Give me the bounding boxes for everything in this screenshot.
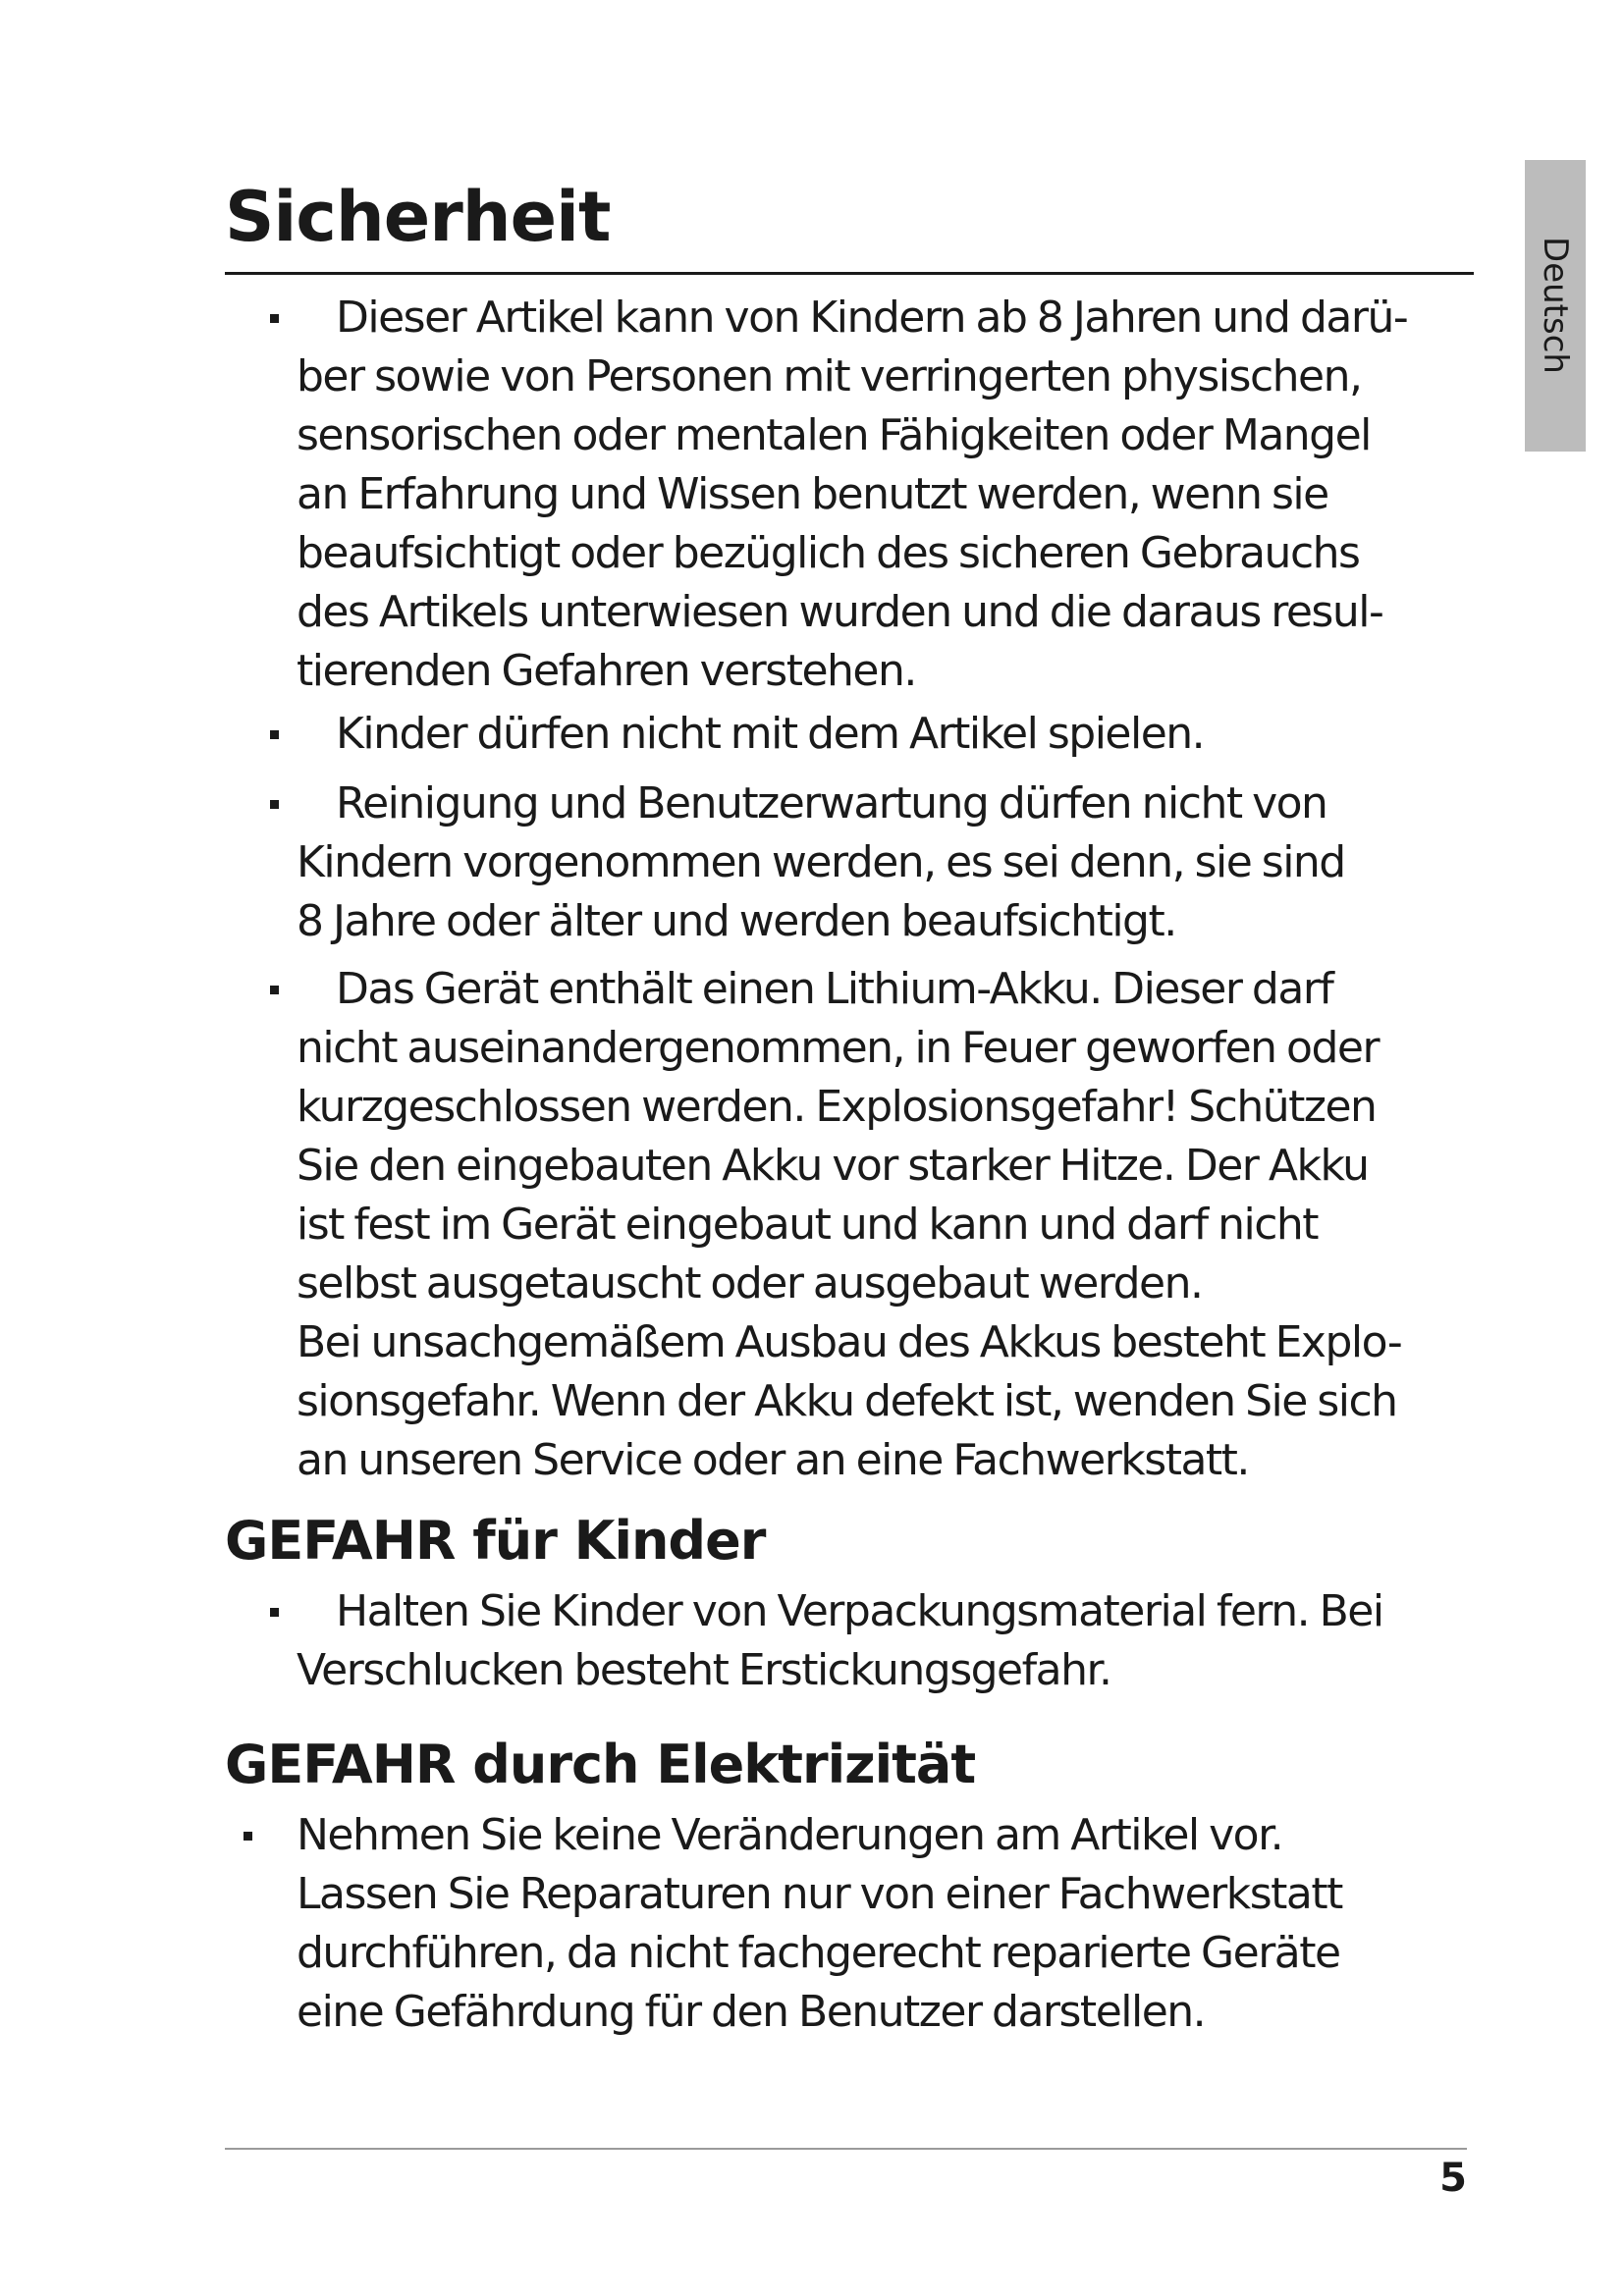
- bullet-line: Bei unsachgemäßem Ausbau des Akkus besteht Explo-: [297, 1317, 1402, 1367]
- bullet-line: Halten Sie Kinder von Verpackungsmaterial fern. Bei: [336, 1586, 1383, 1636]
- language-tab-label: Deutsch: [1536, 237, 1575, 374]
- bullet-line: Lassen Sie Reparaturen nur von einer Fachwerkstatt: [297, 1869, 1342, 1919]
- title-rule: [225, 272, 1474, 275]
- bullet-line: an Erfahrung und Wissen benutzt werden, wenn sie: [297, 469, 1328, 519]
- bullet-line: ber sowie von Personen mit verringerten physischen,: [297, 351, 1362, 401]
- bullet-marker: [270, 986, 279, 994]
- bullet-line: Kinder dürfen nicht mit dem Artikel spielen.: [336, 709, 1205, 759]
- safety-bullet-1: [297, 289, 1407, 701]
- bullet-line: Reinigung und Benutzerwartung dürfen nicht von: [336, 778, 1327, 828]
- bullet-line: an unseren Service oder an eine Fachwerkstatt.: [297, 1435, 1249, 1485]
- page-number: 5: [1439, 2156, 1467, 2201]
- footer-rule: [225, 2148, 1467, 2150]
- bullet-line: kurzgeschlossen werden. Explosionsgefahr! Schützen: [297, 1082, 1377, 1132]
- bullet-marker: [270, 730, 279, 739]
- section-heading-electricity: GEFAHR durch Elektrizität: [225, 1734, 976, 1795]
- bullet-line: nicht auseinandergenommen, in Feuer geworfen oder: [297, 1023, 1380, 1073]
- bullet-line: Sie den eingebauten Akku vor starker Hitze. Der Akku: [297, 1141, 1369, 1191]
- children-bullet-1: [297, 1582, 1383, 1700]
- bullet-marker: [270, 1608, 279, 1617]
- bullet-line: sionsgefahr. Wenn der Akku defekt ist, wenden Sie sich: [297, 1376, 1397, 1426]
- bullet-line: Nehmen Sie keine Veränderungen am Artikel vor.: [297, 1810, 1283, 1860]
- section-heading-children: GEFAHR für Kinder: [225, 1510, 766, 1572]
- bullet-line: sensorischen oder mentalen Fähigkeiten oder Mangel: [297, 410, 1371, 460]
- bullet-line: selbst ausgetauscht oder ausgebaut werden.: [297, 1258, 1203, 1308]
- safety-bullet-4: [297, 960, 1401, 1490]
- safety-bullet-2: [297, 705, 1204, 764]
- bullet-line: 8 Jahre oder älter und werden beaufsichtigt.: [297, 896, 1176, 946]
- language-tab: [1525, 160, 1586, 452]
- bullet-marker: [270, 314, 279, 323]
- bullet-line: Dieser Artikel kann von Kindern ab 8 Jahren und darü-: [336, 293, 1408, 343]
- bullet-line: Kindern vorgenommen werden, es sei denn, sie sind: [297, 837, 1345, 887]
- bullet-marker: [270, 800, 279, 809]
- page-title: Sicherheit: [225, 177, 611, 257]
- safety-bullet-3: [297, 774, 1345, 951]
- bullet-line: durchführen, da nicht fachgerecht reparierte Geräte: [297, 1928, 1340, 1978]
- bullet-line: eine Gefährdung für den Benutzer darstellen.: [297, 1987, 1206, 2037]
- bullet-line: Verschlucken besteht Erstickungsgefahr.: [297, 1645, 1111, 1695]
- bullet-line: beaufsichtigt oder bezüglich des sicheren Gebrauchs: [297, 528, 1360, 578]
- bullet-line: des Artikels unterwiesen wurden und die daraus resul-: [297, 587, 1383, 637]
- bullet-marker: [244, 1832, 252, 1841]
- electricity-bullet-1: [297, 1806, 1342, 2042]
- bullet-line: tierenden Gefahren verstehen.: [297, 646, 916, 696]
- bullet-line: ist fest im Gerät eingebaut und kann und darf nicht: [297, 1200, 1319, 1250]
- bullet-line: Das Gerät enthält einen Lithium-Akku. Dieser darf: [336, 964, 1333, 1014]
